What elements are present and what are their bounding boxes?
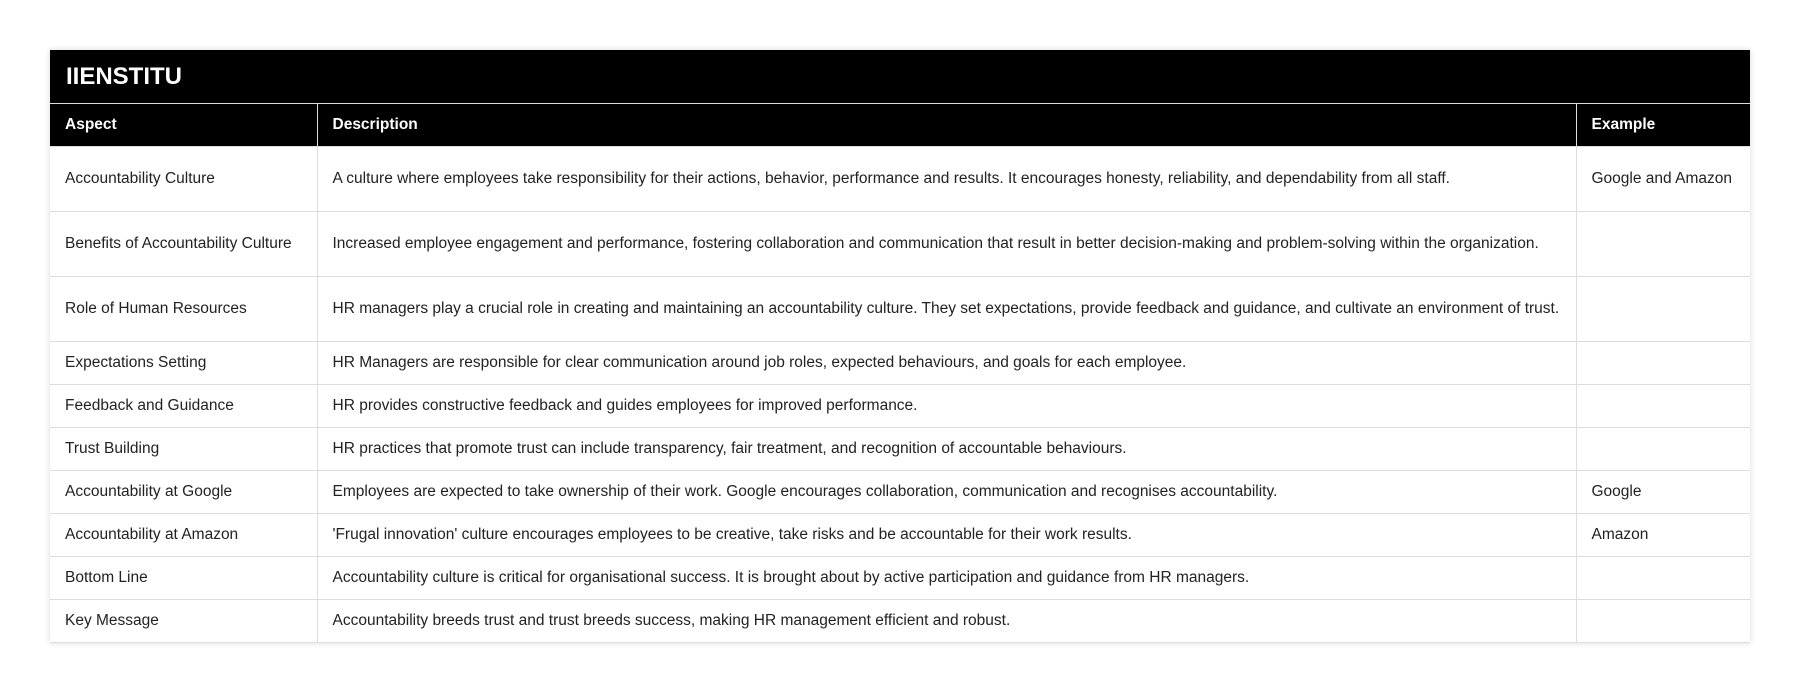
table-row <box>50 147 1750 212</box>
table-row <box>50 385 1750 428</box>
cell-example: Google <box>1576 471 1750 514</box>
table-row <box>50 557 1750 600</box>
cell-example <box>1576 428 1750 471</box>
cell-aspect: Trust Building <box>50 428 317 471</box>
cell-aspect: Accountability at Amazon <box>50 514 317 557</box>
table-row <box>50 514 1750 557</box>
cell-aspect: Key Message <box>50 600 317 643</box>
table-row <box>50 277 1750 342</box>
cell-aspect: Benefits of Accountability Culture <box>50 212 317 277</box>
table-row <box>50 212 1750 277</box>
cell-example <box>1576 557 1750 600</box>
cell-aspect: Bottom Line <box>50 557 317 600</box>
cell-description: Increased employee engagement and performance, fostering collaboration and communication that result in better decision-making and problem-solving within the organization. <box>317 212 1576 277</box>
cell-description: HR practices that promote trust can include transparency, fair treatment, and recognition of accountable behaviours. <box>317 428 1576 471</box>
cell-example <box>1576 277 1750 342</box>
table-row <box>50 471 1750 514</box>
cell-example <box>1576 385 1750 428</box>
header-aspect: Aspect <box>50 104 317 147</box>
content-table-container <box>50 50 1750 643</box>
header-row <box>50 104 1750 147</box>
cell-aspect: Expectations Setting <box>50 342 317 385</box>
table-row <box>50 600 1750 643</box>
cell-description: HR managers play a crucial role in creating and maintaining an accountability culture. They set expectations, provide feedback and guidance, and cultivate an environment of trust. <box>317 277 1576 342</box>
table-title: IIENSTITU <box>50 50 1750 104</box>
cell-aspect: Accountability Culture <box>50 147 317 212</box>
table-row <box>50 342 1750 385</box>
aspects-table <box>50 104 1750 643</box>
header-description: Description <box>317 104 1576 147</box>
cell-description: HR Managers are responsible for clear communication around job roles, expected behaviours, and goals for each employee. <box>317 342 1576 385</box>
cell-example <box>1576 600 1750 643</box>
cell-aspect: Accountability at Google <box>50 471 317 514</box>
cell-description: 'Frugal innovation' culture encourages employees to be creative, take risks and be accountable for their work results. <box>317 514 1576 557</box>
cell-description: HR provides constructive feedback and guides employees for improved performance. <box>317 385 1576 428</box>
cell-description: Accountability culture is critical for organisational success. It is brought about by active participation and guidance from HR managers. <box>317 557 1576 600</box>
cell-example <box>1576 342 1750 385</box>
cell-description: Employees are expected to take ownership of their work. Google encourages collaboration, communication and recognises accountability. <box>317 471 1576 514</box>
cell-description: Accountability breeds trust and trust breeds success, making HR management efficient and robust. <box>317 600 1576 643</box>
cell-example <box>1576 212 1750 277</box>
cell-aspect: Role of Human Resources <box>50 277 317 342</box>
table-row <box>50 428 1750 471</box>
cell-example: Amazon <box>1576 514 1750 557</box>
header-example: Example <box>1576 104 1750 147</box>
cell-aspect: Feedback and Guidance <box>50 385 317 428</box>
cell-example: Google and Amazon <box>1576 147 1750 212</box>
cell-description: A culture where employees take responsibility for their actions, behavior, performance and results. It encourages honesty, reliability, and dependability from all staff. <box>317 147 1576 212</box>
